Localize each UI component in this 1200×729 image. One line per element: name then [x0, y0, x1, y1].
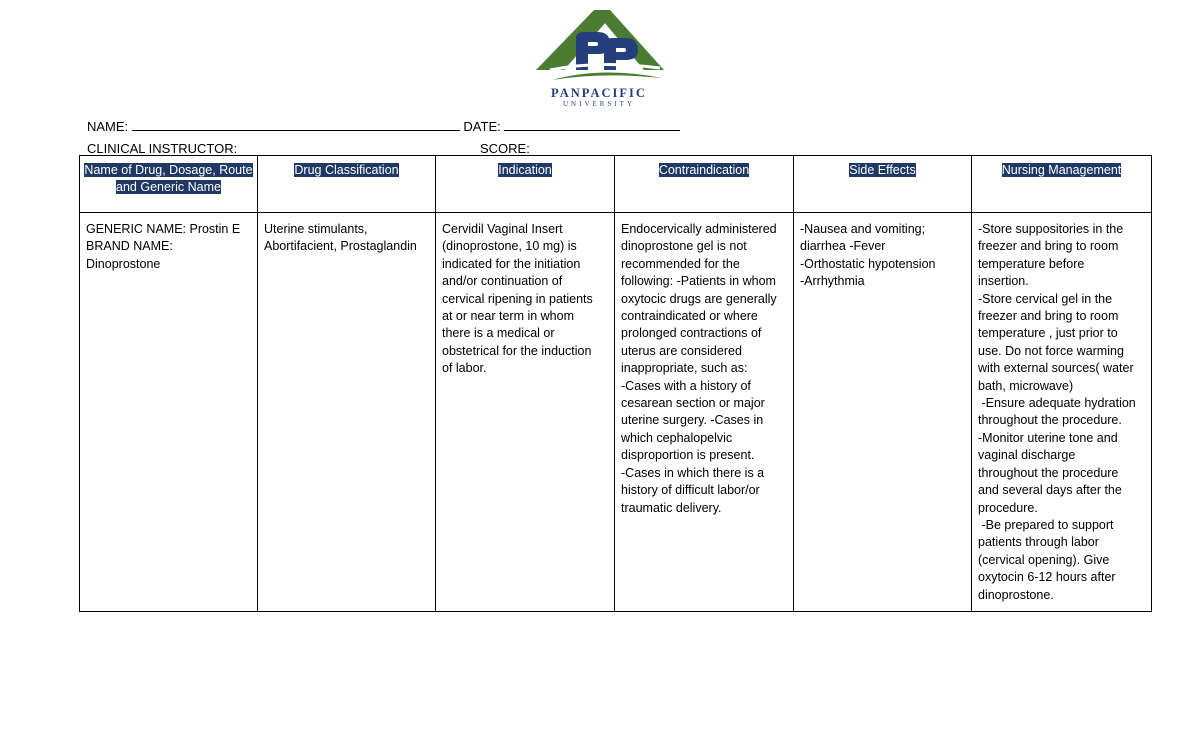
cell-text-line: temperature , just prior to — [978, 326, 1118, 341]
cell-side-effects — [794, 213, 972, 612]
header-side-effects — [794, 156, 972, 213]
cell-text-line: dinoprostone. — [978, 587, 1054, 602]
cell-text-line: throughout the procedure — [978, 465, 1119, 480]
cell-text-line: insertion. — [978, 274, 1029, 289]
header-label: Nursing Management — [1001, 163, 1122, 177]
cell-text-line: use. Do not force warming — [978, 343, 1124, 358]
cell-text-line: uterine surgery. -Cases in — [621, 413, 764, 428]
header-label: Drug Classification — [294, 163, 399, 177]
cell-text-line: oxytocin 6-12 hours after — [978, 570, 1116, 585]
logo-subtitle: UNIVERSITY — [563, 100, 635, 108]
cell-text-line: throughout the procedure. — [978, 413, 1122, 428]
header-nursing-management — [972, 156, 1152, 213]
cell-text-line: Uterine stimulants, — [264, 222, 368, 236]
cell-text-line: history of difficult labor/or — [621, 483, 760, 498]
instructor-line — [87, 141, 237, 156]
cell-text-line: indicated for the initiation — [442, 256, 581, 271]
cell-text-line: diarrhea -Fever — [800, 239, 886, 254]
table-row — [80, 213, 1152, 612]
instructor-label: CLINICAL INSTRUCTOR: — [87, 141, 238, 156]
cell-text-line: inappropriate, such as: — [621, 361, 748, 376]
cell-text-line: -Be prepared to support — [978, 517, 1114, 532]
cell-text-line: -Cases in which there is a — [621, 465, 765, 480]
cell-text-line: -Cases with a history of — [621, 378, 751, 393]
header-label: Indication — [498, 163, 552, 177]
name-date-line — [87, 118, 680, 134]
cell-text-line: uterus are considered — [621, 343, 742, 358]
cell-text-line: (dinoprostone, 10 mg) is — [442, 239, 577, 254]
cell-nursing-management — [972, 213, 1152, 612]
cell-text-line: freezer and bring to room — [978, 239, 1119, 254]
cell-text-line: dinoprostone gel is not — [621, 239, 747, 254]
cell-text-line: obstetrical for the induction — [442, 343, 592, 358]
logo-wordmark: PANPACIFIC — [551, 86, 647, 100]
cell-text-line: -Store cervical gel in the — [978, 291, 1113, 306]
name-field[interactable] — [132, 118, 460, 131]
header-indication — [436, 156, 615, 213]
cell-contraindication — [615, 213, 794, 612]
date-field[interactable] — [504, 118, 680, 131]
cell-indication — [436, 213, 615, 612]
header-label: Name of Drug, Dosage, Route and Generic Name — [84, 163, 253, 195]
cell-text-line: of labor. — [442, 361, 487, 376]
cell-text-line: Dinoprostone — [86, 256, 161, 271]
cell-text-line: GENERIC NAME: Prostin E — [86, 222, 241, 236]
cell-text-line: and several days after the — [978, 483, 1122, 498]
date-label: DATE: — [463, 119, 501, 134]
cell-text-line: patients through labor — [978, 535, 1099, 550]
cell-text-line: there is a medical or — [442, 326, 555, 341]
score-line — [480, 141, 530, 156]
header-drug-classification — [258, 156, 436, 213]
cell-text-line: freezer and bring to room — [978, 309, 1119, 324]
cell-text-line: temperature before — [978, 256, 1085, 271]
cell-text-line: traumatic delivery. — [621, 500, 722, 515]
panpacific-logo — [532, 8, 666, 108]
cell-text-line: cervical ripening in patients — [442, 291, 593, 306]
cell-text-line: -Store suppositories in the — [978, 222, 1124, 236]
cell-text-line: oxytocic drugs are generally — [621, 291, 777, 306]
cell-text-line: vaginal discharge — [978, 448, 1076, 463]
cell-text-line: -Orthostatic hypotension — [800, 256, 936, 271]
header-contraindication — [615, 156, 794, 213]
cell-text-line: bath, microwave) — [978, 378, 1074, 393]
cell-text-line: which cephalopelvic — [621, 430, 733, 445]
drug-study-table — [79, 155, 1152, 612]
cell-text-line: BRAND NAME: — [86, 239, 173, 254]
cell-text-line: and/or continuation of — [442, 274, 563, 289]
cell-text-line: procedure. — [978, 500, 1038, 515]
cell-text-line: contraindicated or where — [621, 309, 758, 324]
score-label: SCORE: — [480, 141, 530, 156]
cell-text-line: Abortifacient, Prostaglandin — [264, 239, 417, 254]
header-label: Side Effects — [849, 163, 916, 177]
cell-drug-classification — [258, 213, 436, 612]
table-header-row — [80, 156, 1152, 213]
cell-text-line: (cervical opening). Give — [978, 552, 1110, 567]
cell-text-line: Cervidil Vaginal Insert — [442, 222, 563, 236]
name-label: NAME: — [87, 119, 129, 134]
cell-text-line: at or near term in whom — [442, 309, 574, 324]
cell-text-line: -Ensure adequate hydration — [978, 396, 1136, 411]
cell-text-line: prolonged contractions of — [621, 326, 762, 341]
cell-drug-name — [80, 213, 258, 612]
cell-text-line: Endocervically administered — [621, 222, 777, 236]
cell-text-line: disproportion is present. — [621, 448, 755, 463]
header-drug-name — [80, 156, 258, 213]
cell-text-line: -Arrhythmia — [800, 274, 865, 289]
cell-text-line: -Monitor uterine tone and — [978, 430, 1118, 445]
logo-mark-icon — [532, 8, 666, 88]
cell-text-line: cesarean section or major — [621, 396, 765, 411]
cell-text-line: -Nausea and vomiting; — [800, 222, 926, 236]
cell-text-line: with external sources( water — [978, 361, 1134, 376]
cell-text-line: recommended for the — [621, 256, 740, 271]
header-label: Contraindication — [658, 163, 750, 177]
cell-text-line: following: -Patients in whom — [621, 274, 776, 289]
